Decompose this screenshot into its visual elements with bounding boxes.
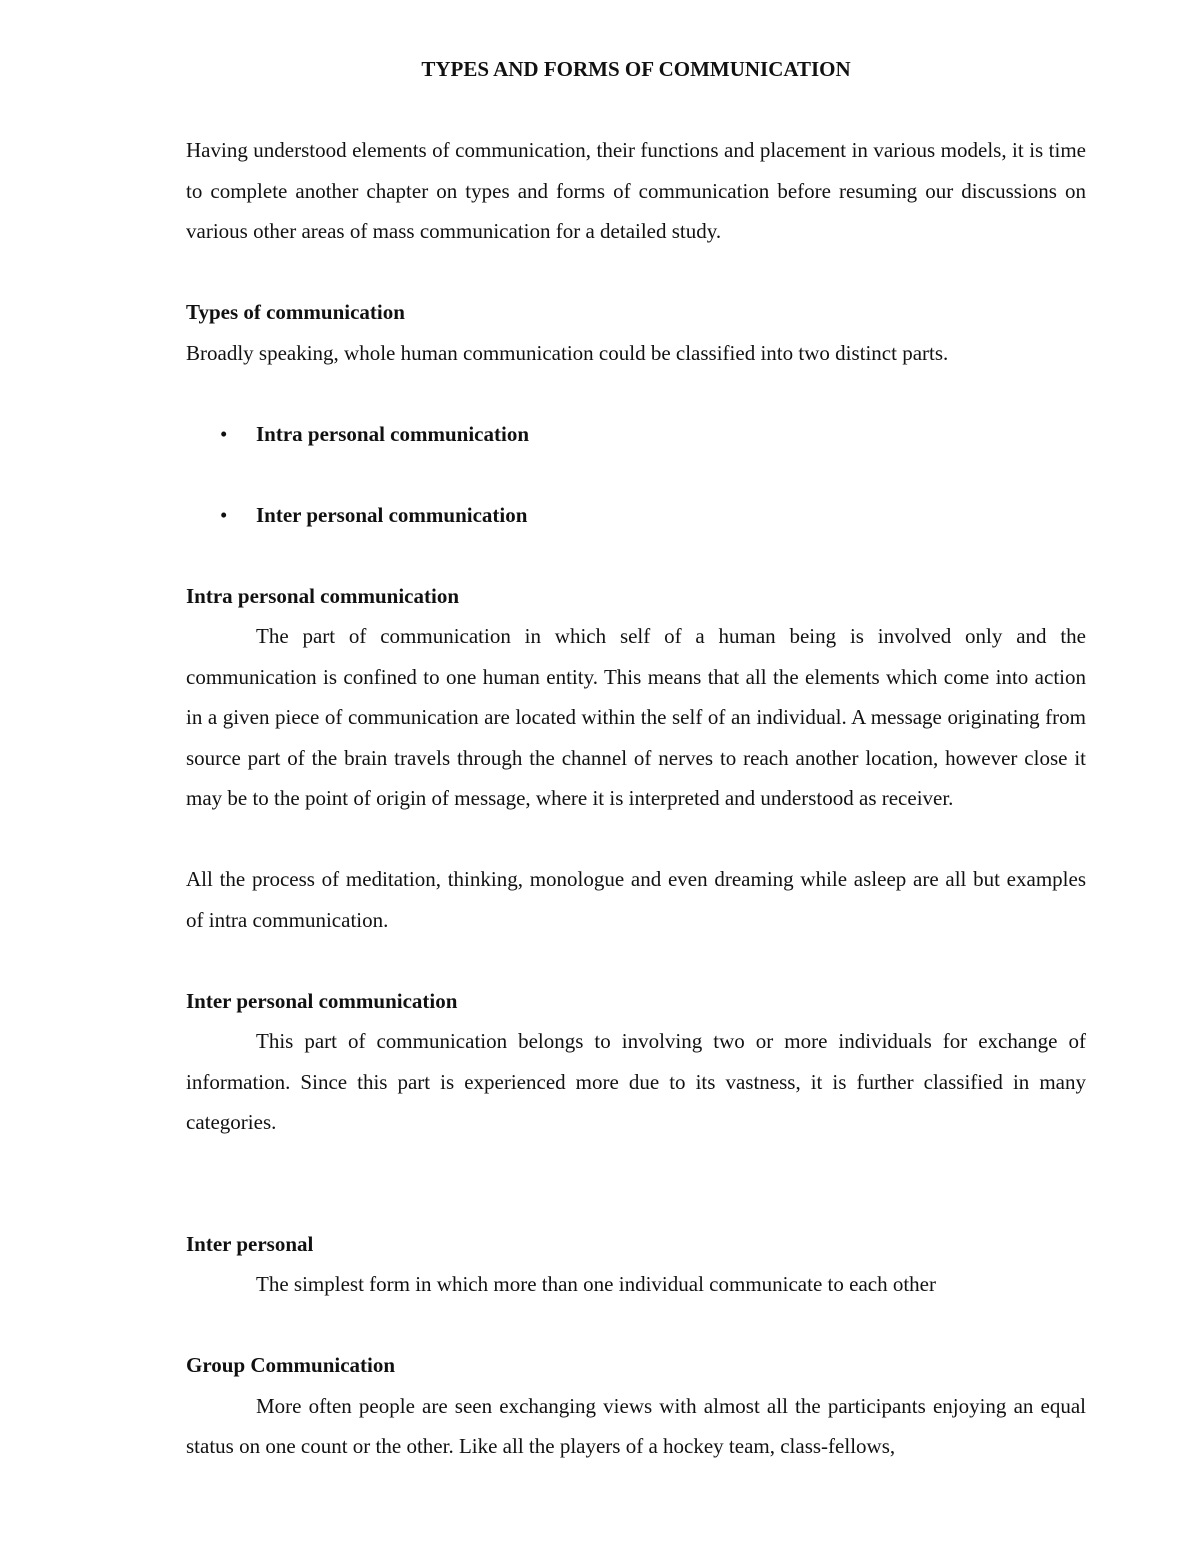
list-item [186, 495, 1086, 536]
list-item-label: Intra personal communication [256, 421, 529, 446]
types-heading: Types of communication [186, 300, 405, 324]
inter-personal-heading: Inter personal [186, 1231, 314, 1256]
inter-personal-paragraph: The simplest form in which more than one individual communicate to each other [256, 1272, 936, 1296]
bullet-icon: • [220, 421, 228, 446]
intro-paragraph: Having understood elements of communication, their functions and placement in various models, it is time to complete another chapter on types and forms of communication before resuming our discussions on various other areas of mass communication for a detailed study. [186, 138, 1086, 243]
intra-paragraph-1: The part of communication in which self of a human being is involved only and the communication is confined to one human entity. This means that all the elements which come into action in a given piece of communication are located within the self of an individual. A message originating from source part of the brain travels through the channel of nerves to reach another location, however close it may be to the point of origin of message, where it is interpreted and understood as receiver. [186, 624, 1086, 810]
group-heading: Group Communication [186, 1353, 396, 1377]
types-list [186, 414, 1086, 536]
types-text: Broadly speaking, whole human communication could be classified into two distinct parts. [186, 340, 949, 365]
inter-paragraph: This part of communication belongs to involving two or more individuals for exchange of information. Since this part is experienced more due to its vastness, it is further classified in many categories. [186, 1029, 1086, 1134]
bullet-icon: • [220, 502, 228, 527]
group-paragraph: More often people are seen exchanging views with almost all the participants enjoying an equal status on one count or the other. Like all the players of a hockey team, class-fellows, [186, 1393, 1086, 1458]
list-item [186, 414, 1086, 455]
page-title: TYPES AND FORMS OF COMMUNICATION [421, 57, 851, 81]
intra-paragraph-2: All the process of meditation, thinking, monologue and even dreaming while asleep are all but examples of intra communication. [186, 867, 1086, 932]
intra-heading: Intra personal communication [186, 583, 459, 608]
inter-heading: Inter personal communication [186, 988, 458, 1013]
document-page [186, 54, 1086, 1467]
list-item-label: Inter personal communication [256, 502, 528, 527]
